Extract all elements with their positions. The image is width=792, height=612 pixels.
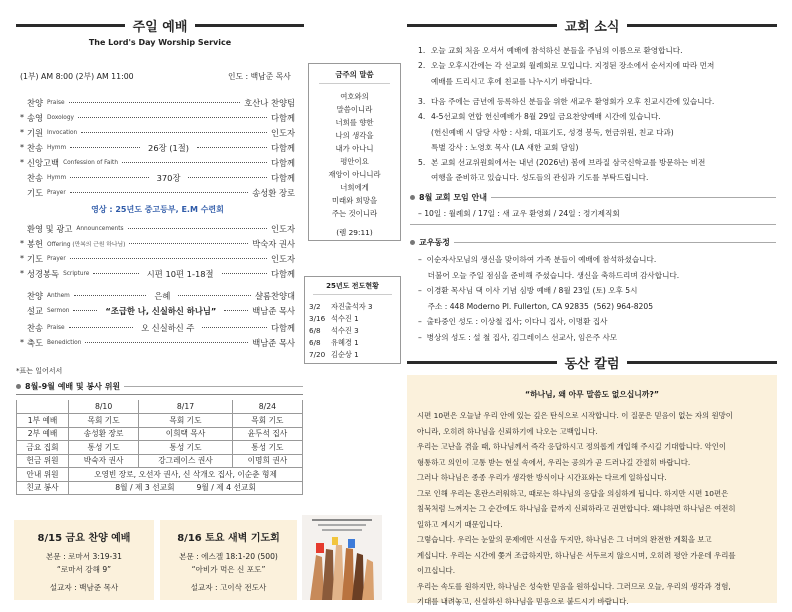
table-cell: 목회 기도 [139,414,233,428]
order-item-detail: “조급한 나, 신실하신 하나님” [105,305,217,316]
news-text: 본 교회 선교위원회에서는 내년 (2026년) 봄에 브라질 삼국신학교를 방문하는 비전 [431,158,706,167]
leader-dots [202,327,267,328]
order-item-english: Hymm [47,174,67,181]
order-item-leader: 박숙자 권사 [252,238,295,249]
header-bar-left [407,24,557,27]
worship-section-header [16,16,304,35]
leader-dots [81,132,267,133]
order-item-leader: 다함께 [270,172,295,183]
friday-preacher: 설교자 : 백남준 목사 [49,583,119,592]
header-bar-right [627,361,777,364]
order-item-english: Announcements [76,225,124,232]
order-item-name: 봉헌 [27,238,44,249]
required-standing-mark: * [20,239,24,248]
leader-dots [85,342,248,343]
verse-line: 미래와 희망을 [331,196,378,205]
service-leader: 인도 : 백남준 목사 [228,72,291,81]
column-box [407,375,777,606]
divider [410,224,776,225]
order-item-english: Praise [47,324,65,331]
leader-dots [188,177,266,178]
table-cell: 이희택 목사 [139,427,233,441]
order-item-leader: 다함께 [270,142,295,153]
table-header-cell: 8/10 [69,400,139,414]
divider [454,242,776,243]
evangelism-text: 유혜경 1 [331,338,359,347]
weekly-verse-box [308,63,401,241]
news-item [418,58,714,73]
leader-dots [128,228,267,229]
news-number: 2. [418,61,426,70]
table-cell: 안내 위원 [17,468,69,482]
leader-dots [70,258,267,259]
leader-dots [224,310,248,311]
order-row [20,171,295,184]
order-item-name: 송영 [27,112,44,123]
order-item-name: 기원 [27,127,44,138]
news-item [418,43,683,58]
order-row [20,186,295,199]
dawn-text: 본문 : 에스겔 18:1-20 (500) [179,552,278,561]
leader-dots [129,243,248,244]
table-cell: 이명희 권사 [232,454,302,468]
table-cell: 통성 기도 [69,441,139,455]
order-item-english: Scripture [63,270,90,277]
required-standing-mark: * [20,143,24,152]
order-item-leader: 백남준 목사 [252,305,296,316]
order-item-name: 기도 [27,187,44,198]
order-item-english: Confession of Faith [63,159,118,166]
evangelism-text: 석수진 1 [331,314,359,323]
evangelism-list [305,301,400,361]
evangelism-item [309,337,400,349]
member-news: – 이순자사모님의 생신을 맞이하여 가족 분들이 예배에 참석하셨습니다. [418,255,657,264]
order-item-leader: 다함께 [270,157,295,168]
leader-dots [74,295,147,296]
verse-text [309,90,400,220]
news-text: 다음 주에는 금년에 등록하신 분들을 위한 새교우 환영회가 오후 친교시간에 있습니다. [431,97,715,106]
news-text: 오늘 오후시간에는 각 선교회 월례회로 모입니다. 지정된 장소에서 순서지에 따라 먼저 [431,61,715,70]
column-line: 일하고 계시기 때문입니다. [417,519,503,529]
column-body [417,408,777,610]
table-cell: 목회 기도 [232,414,302,428]
order-item-english: Invocation [47,129,78,136]
column-line: 형통하고 의인이 고통 받는 현실 속에서, 우리는 공의가 곧 드러나길 간절히 바랍니다. [417,457,691,467]
order-item-detail: 26장 (1절) [148,142,190,153]
order-item-english: Prayer [47,255,66,262]
friday-service-box [14,520,154,600]
order-item-english: Praise [47,99,65,106]
friday-title: 8/15 금요 찬양 예배 [37,533,131,544]
table-cell: 1부 예배 [17,414,69,428]
order-item-leader: 백남준 목사 [252,337,295,348]
dawn-prayer-box [160,520,297,600]
order-item-english: Sermon [47,307,70,314]
order-item-leader: 인도자 [270,253,295,264]
order-item-name: 찬양 [27,290,44,301]
table-row [17,427,303,441]
members-title: 교우동정 [419,238,450,247]
evangelism-item [309,349,400,361]
table-top-line [16,394,303,395]
order-row [20,336,295,349]
table-header-row [17,400,303,414]
members-header [410,237,776,248]
header-bar-left [16,24,125,27]
table-cell: 2부 예배 [17,427,69,441]
news-section-header [407,16,777,35]
news-number: 4. [418,112,426,121]
required-standing-mark: * [20,113,24,122]
table-cell: 박숙자 권사 [69,454,139,468]
order-item-english: Hymm [47,144,67,151]
leader-dots [78,117,267,118]
news-text: 여행을 준비하고 있습니다. 성도들의 관심과 기도를 부탁드립니다. [431,173,649,182]
leader-dots [222,273,267,274]
bullet-dot-icon [410,195,415,200]
order-item-leader: 송성환 장로 [252,187,295,198]
evangelism-title: 25년도 전도현황 [313,281,392,295]
leader-dots [69,102,241,103]
order-item-detail: 오 신실하신 주 [141,322,195,333]
member-news: – 이경환 목사님 댁 이사 기념 심방 예배 / 8월 23일 (토) 오후 5시 [418,286,638,295]
order-row [20,96,295,109]
verse-reference: (렘 29:11) [336,228,373,237]
table-cell: 8월 / 제 3 선교회 9월 / 제 4 선교회 [69,481,303,495]
verse-line: 너희에게 [340,183,369,192]
table-row [17,414,303,428]
order-item-detail: 은혜 [154,290,171,301]
column-line: 기대를 내려놓고, 신실하신 하나님을 믿음으로 붙드시기 바랍니다. [417,597,629,606]
table-cell: 강그레이스 권사 [139,454,233,468]
worship-subtitle: The Lord's Day Worship Service [88,38,232,47]
table-row [17,441,303,455]
order-item-leader: 다함께 [270,268,295,279]
news-item [418,155,705,170]
column-line: 우리는 고난을 겪을 때, 하나님께서 즉각 응답하시고 정의롭게 개입해 주시길 기대합니다. 악인이 [417,442,726,451]
column-line: 우리는 속도를 원하지만, 하나님은 성숙한 믿음을 원하십니다. 그러므로 오늘, 우리의 생각과 경험, [417,581,731,591]
order-item-detail: 시편 10편 1-18절 [146,268,214,279]
table-header-cell [17,400,69,414]
news-item [418,74,592,89]
column-heading: “하나님, 왜 아무 말씀도 없으십니까?” [524,390,660,399]
news-text: (헌신예배 시 담당 사항 : 사회, 대표기도, 성경 봉독, 헌금위원, 친교 다과) [431,128,674,137]
column-title: 동산 칼럼 [564,357,620,372]
verse-line: 평안이요 [340,157,369,166]
bullet-dot-icon [410,240,415,245]
order-item-name: 기도 [27,253,44,264]
order-item-english: Benediction [47,339,82,346]
friday-quote: “로마서 강해 9” [56,565,112,574]
evangelism-text: 석수진 3 [331,326,359,335]
service-table [16,400,303,495]
member-news: 주소 : 448 Moderno Pl. Fullerton, CA 92835 (562) 964-8205 [418,301,654,311]
order-item-leader: 다함께 [270,112,295,123]
member-news: – 병상의 성도 : 설 철 집사, 김그레이스 선교사, 임은주 사모 [418,332,618,342]
column-section-header [407,353,777,372]
order-row [20,222,295,235]
verse-line: 내가 아나니 [335,144,374,153]
table-cell: 헌금 위원 [17,454,69,468]
required-standing-mark: * [20,128,24,137]
table-cell: 송성환 장로 [69,427,139,441]
leader-dots [73,310,97,311]
table-row [17,454,303,468]
service-times: (1부) AM 8:00 (2부) AM 11:00 [20,72,134,81]
evangelism-item [309,301,400,313]
verse-title: 금주의 말씀 [319,69,390,84]
order-row [20,237,295,250]
verse-line: 재앙이 아니니라 [328,170,381,179]
order-item-name: 성경봉독 [27,268,60,279]
news-text: 오늘 교회 처음 오셔서 예배에 참석하신 분들을 주님의 이름으로 환영합니다. [431,46,683,55]
news-text: 4-5선교회 연합 헌신예배가 8월 29일 금요찬양예배 시간에 있습니다. [431,112,661,121]
news-text: 예배를 드리시고 후에 친교를 나누시기 바랍니다. [431,77,593,86]
column-line: 이끄십니다. [417,566,456,575]
order-item-name: 신앙고백 [27,157,60,168]
news-title: 교회 소식 [564,20,620,35]
column-line: 계십니다. 우리는 시간에 쫓겨 조급하지만, 하나님은 서두르지 않으시며, 오히려 평안 가운데 우리를 [417,550,736,560]
leader-dots [69,327,134,328]
order-item-name: 찬송 [27,172,44,183]
header-bar-right [195,24,304,27]
meeting-header [410,192,776,203]
column-line: 시편 10편은 오늘날 우리 안에 있는 깊은 탄식으로 시작합니다. 이 질문은 믿음이 없는 자의 원망이 [417,411,733,420]
evangelism-date: 6/8 [309,338,321,347]
order-item-name: 축도 [27,337,44,348]
evangelism-item [309,313,400,325]
column-line: 그렇습니다. 우리는 눈앞의 문제에만 시선을 두지만, 하나님은 그 너머의 완전한 계획을 보고 [417,535,712,544]
service-members-title: 8월-9월 예배 및 봉사 위원 [25,382,121,391]
required-standing-mark: * [20,158,24,167]
news-number: 3. [418,97,426,106]
news-number: 5. [418,158,426,167]
order-row [20,156,295,169]
evangelism-item [309,325,400,337]
table-cell: 통성 기도 [139,441,233,455]
evangelism-text: 자진출석자 3 [331,302,373,311]
bullet-dot-icon [16,384,21,389]
service-members-header [16,381,303,392]
column-line: 그로 인해 우리는 혼란스러워하고, 때로는 하나님의 응답을 의심하게 됩니다. 하지만 시편 10편은 [417,488,729,498]
order-row [20,252,295,265]
order-item-name: 찬송 [27,322,44,333]
table-cell: 금요 집회 [17,441,69,455]
table-cell: 친교 봉사 [17,481,69,495]
header-bar-right [627,24,777,27]
order-row [20,111,295,124]
order-row [20,321,295,334]
verse-line: 나의 생각을 [335,131,374,140]
table-cell: 오영빈 장로, 오선자 권사, 신 삭개오 집사, 이순춘 형제 [69,468,303,482]
order-item-leader: 인도자 [270,223,295,234]
evangelism-date: 3/16 [309,314,326,323]
order-item-english: Offering (만복의 근원 하나님) [47,242,126,248]
raised-hands-image [302,515,382,600]
evangelism-box [304,276,401,364]
evangelism-date: 6/8 [309,326,321,335]
friday-text: 본문 : 로마서 3:19-31 [46,552,122,561]
news-text: 특별 강사 : 노영호 목사 (LA 새한 교회 담임) [431,143,579,152]
news-item [418,94,714,109]
order-item-name: 찬송 [27,142,44,153]
leader-dots [70,192,249,193]
order-item-detail: 370장 [156,172,181,183]
table-cell: 통성 기도 [232,441,302,455]
news-item [418,170,648,185]
leader-dots [70,177,148,178]
standing-note: *표는 일어서서 [16,367,63,375]
evangelism-date: 7/20 [309,350,326,359]
member-news: – 출타중인 성도 : 이상철 집사; 이다니 집사, 이명환 집사 [418,317,608,326]
news-item [418,125,674,140]
order-row [20,267,295,280]
leader-dots [93,273,138,274]
dawn-preacher: 설교자 : 고이삭 전도사 [190,583,267,592]
meeting-title: 8월 교회 모임 안내 [419,193,488,202]
order-row [20,141,295,154]
news-item [418,140,578,155]
leader-dots [70,147,140,148]
order-item-leader: 인도자 [270,127,295,138]
verse-line: 말씀이니라 [336,105,373,114]
leader-dots [197,147,267,148]
verse-line: 너희를 향한 [335,118,374,127]
header-bar-left [407,361,557,364]
order-row [20,304,295,317]
required-standing-mark: * [20,338,24,347]
table-cell: 목회 기도 [69,414,139,428]
divider [124,386,303,387]
order-item-english: Prayer [47,189,66,196]
worship-title: 주일 예배 [132,20,188,35]
evangelism-date: 3/2 [309,302,321,311]
order-item-leader: 호산나 찬양팀 [244,97,295,108]
dawn-title: 8/16 토요 새벽 기도회 [177,533,280,544]
column-line: 아니라, 오히려 하나님을 신뢰하기에 나오는 고백입니다. [417,426,598,436]
member-news: 더불어 오늘 주일 점심을 준비해 주셨습니다. 생신을 축하드리며 감사합니다. [418,270,680,280]
video-note: 영상 : 25년도 중고등부, E.M 수련회 [91,205,224,214]
evangelism-text: 김순상 1 [331,350,359,359]
divider [491,197,776,198]
order-row [20,289,295,302]
table-header-cell: 8/24 [232,400,302,414]
leader-dots [178,295,251,296]
order-item-name: 설교 [27,305,44,316]
news-number: 1. [418,46,426,55]
dawn-quote: “아비가 먹은 신 포도” [191,565,266,574]
order-item-english: Doxology [47,114,74,121]
required-standing-mark: * [20,269,24,278]
news-item [418,109,661,124]
table-row [17,481,303,495]
table-cell: 윤두석 집사 [232,427,302,441]
leader-dots [122,162,267,163]
verse-line: 여호와의 [340,92,369,101]
table-header-cell: 8/17 [139,400,233,414]
column-line: 그러나 하나님은 종종 우리가 생각한 방식이나 시간표와는 다르게 일하십니다. [417,473,667,482]
meeting-text: – 10일 : 월례회 / 17일 : 새 교우 환영회 / 24일 : 정기제직회 [418,209,620,218]
column-line: 침묵처럼 느껴지는 그 순간에도 하나님을 끝까지 신뢰하라고 권면합니다. 왜냐하면 하나님은 여전히 [417,504,736,513]
order-row [20,126,295,139]
order-item-english: Anthem [47,292,70,299]
order-item-leader: 다함께 [270,322,296,333]
order-item-leader: 샬롬찬양대 [254,290,296,301]
table-row [17,468,303,482]
required-standing-mark: * [20,254,24,263]
order-item-name: 찬양 [27,97,44,108]
verse-line: 주는 것이니라 [331,209,378,218]
order-item-name: 환영 및 광고 [27,223,73,234]
